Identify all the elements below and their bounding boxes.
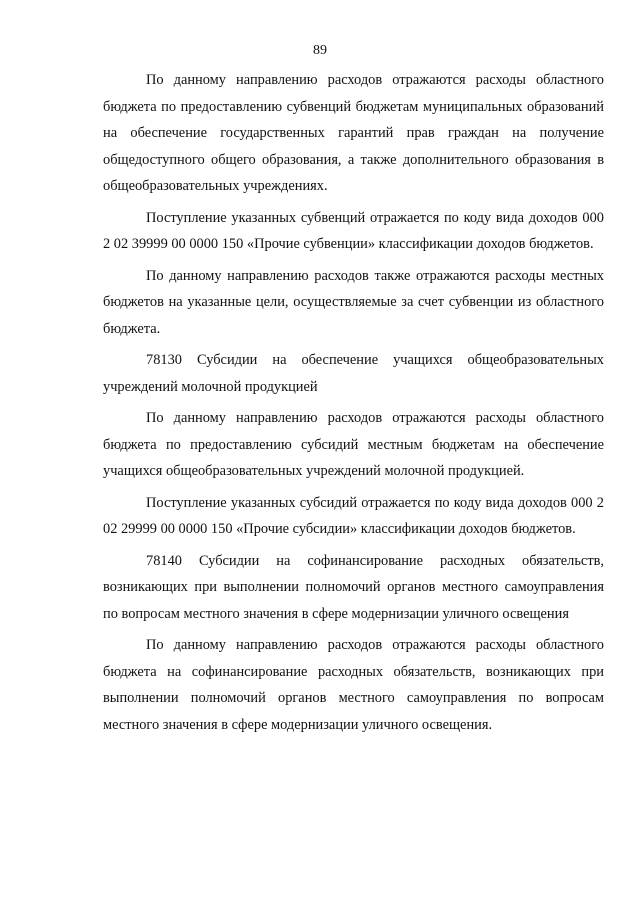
section-heading-78140: 78140 Субсидии на софинансирование расходных обязательств, возникающих при выполнении полномочий органов местного самоуправления по вопросам местного значения в сфере модернизации уличного освещения <box>103 552 604 622</box>
section-heading-78130: 78130 Субсидии на обеспечение учащихся общеобразовательных учреждений молочной продукцией <box>103 352 604 395</box>
paragraph-subventions-expenses: По данному направлению расходов отражаются расходы областного бюджета по предоставлению субвенций бюджетам муниципальных образований на обеспечение государственных гарантий прав граждан на получение общедоступного общего образования, а также дополнительного образования в общеобразовательных учреждениях. <box>103 72 604 194</box>
page-number: 89 <box>313 43 327 58</box>
paragraph-local-budgets-expenses: По данному направлению расходов также отражаются расходы местных бюджетов на указанные цели, осуществляемые за счет субвенции из областного бюджета. <box>103 267 604 337</box>
paragraph-subventions-income-code: Поступление указанных субвенций отражается по коду вида доходов 000 2 02 39999 00 0000 150 «Прочие субвенции» классификации доходов бюджетов. <box>103 209 604 252</box>
paragraph-milk-subsidies-expenses: По данному направлению расходов отражаются расходы областного бюджета по предоставлению субсидий местным бюджетам на обеспечение учащихся общеобразовательных учреждений молочной продукцией. <box>103 410 604 479</box>
paragraph-street-lighting-expenses: По данному направлению расходов отражаются расходы областного бюджета на софинансирование расходных обязательств, возникающих при выполнении полномочий органов местного самоуправления по вопросам местного значения в сфере модернизации уличного освещения. <box>103 637 604 733</box>
document-body <box>103 67 604 738</box>
paragraph-subsidies-income-code: Поступление указанных субсидий отражается по коду вида доходов 000 2 02 29999 00 0000 150 «Прочие субсидии» классификации доходов бюджетов. <box>103 494 604 537</box>
